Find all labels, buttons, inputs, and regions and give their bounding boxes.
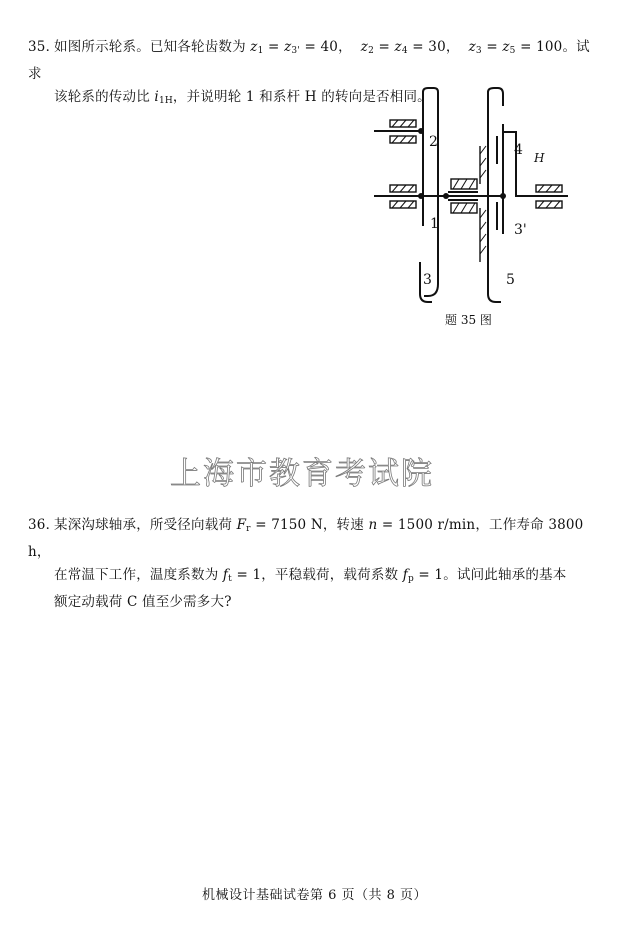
label-gear-3: 3	[423, 272, 432, 288]
q36-line-3: 额定动载荷 C 值至少需多大?	[54, 594, 232, 610]
gear-train-figure	[368, 84, 578, 314]
label-carrier-h: H	[534, 151, 545, 165]
question-36	[28, 514, 598, 614]
q35-line-1: 35．如图所示轮系。已知各轮齿数为 $z_1 = z_{3'} = 40$， $z_2 = z_4 = 30$， $z_3 = z_5 = 100$。试求	[28, 36, 593, 86]
label-gear-1: 1	[430, 216, 439, 232]
q36-number: 36．	[28, 517, 60, 533]
label-gear-2: 2	[429, 134, 438, 150]
label-gear-4: 4	[514, 142, 523, 158]
q35-number: 35．	[28, 39, 60, 55]
q35-line-2: 该轮系的传动比 $i_{1H}$，并说明轮 1 和系杆 H 的转向是否相同。	[54, 89, 431, 106]
watermark: 上海市教育考试院	[170, 456, 434, 492]
figure-caption: 题 35 图	[445, 313, 492, 327]
label-gear-3prime: 3'	[514, 222, 527, 238]
label-gear-5: 5	[506, 272, 515, 288]
page-footer: 机械设计基础试卷第 6 页（共 8 页）	[201, 888, 428, 903]
q36-line-2: 在常温下工作，温度系数为 $f_t = 1$，平稳载荷，载荷系数 $f_p = 1$。试问此轴承的基本	[54, 567, 567, 584]
q36-line-1: 36．某深沟球轴承，所受径向载荷 $F_r = 7150$ N，转速 n = 1500 r/min，工作寿命 3800 h，	[28, 514, 598, 564]
